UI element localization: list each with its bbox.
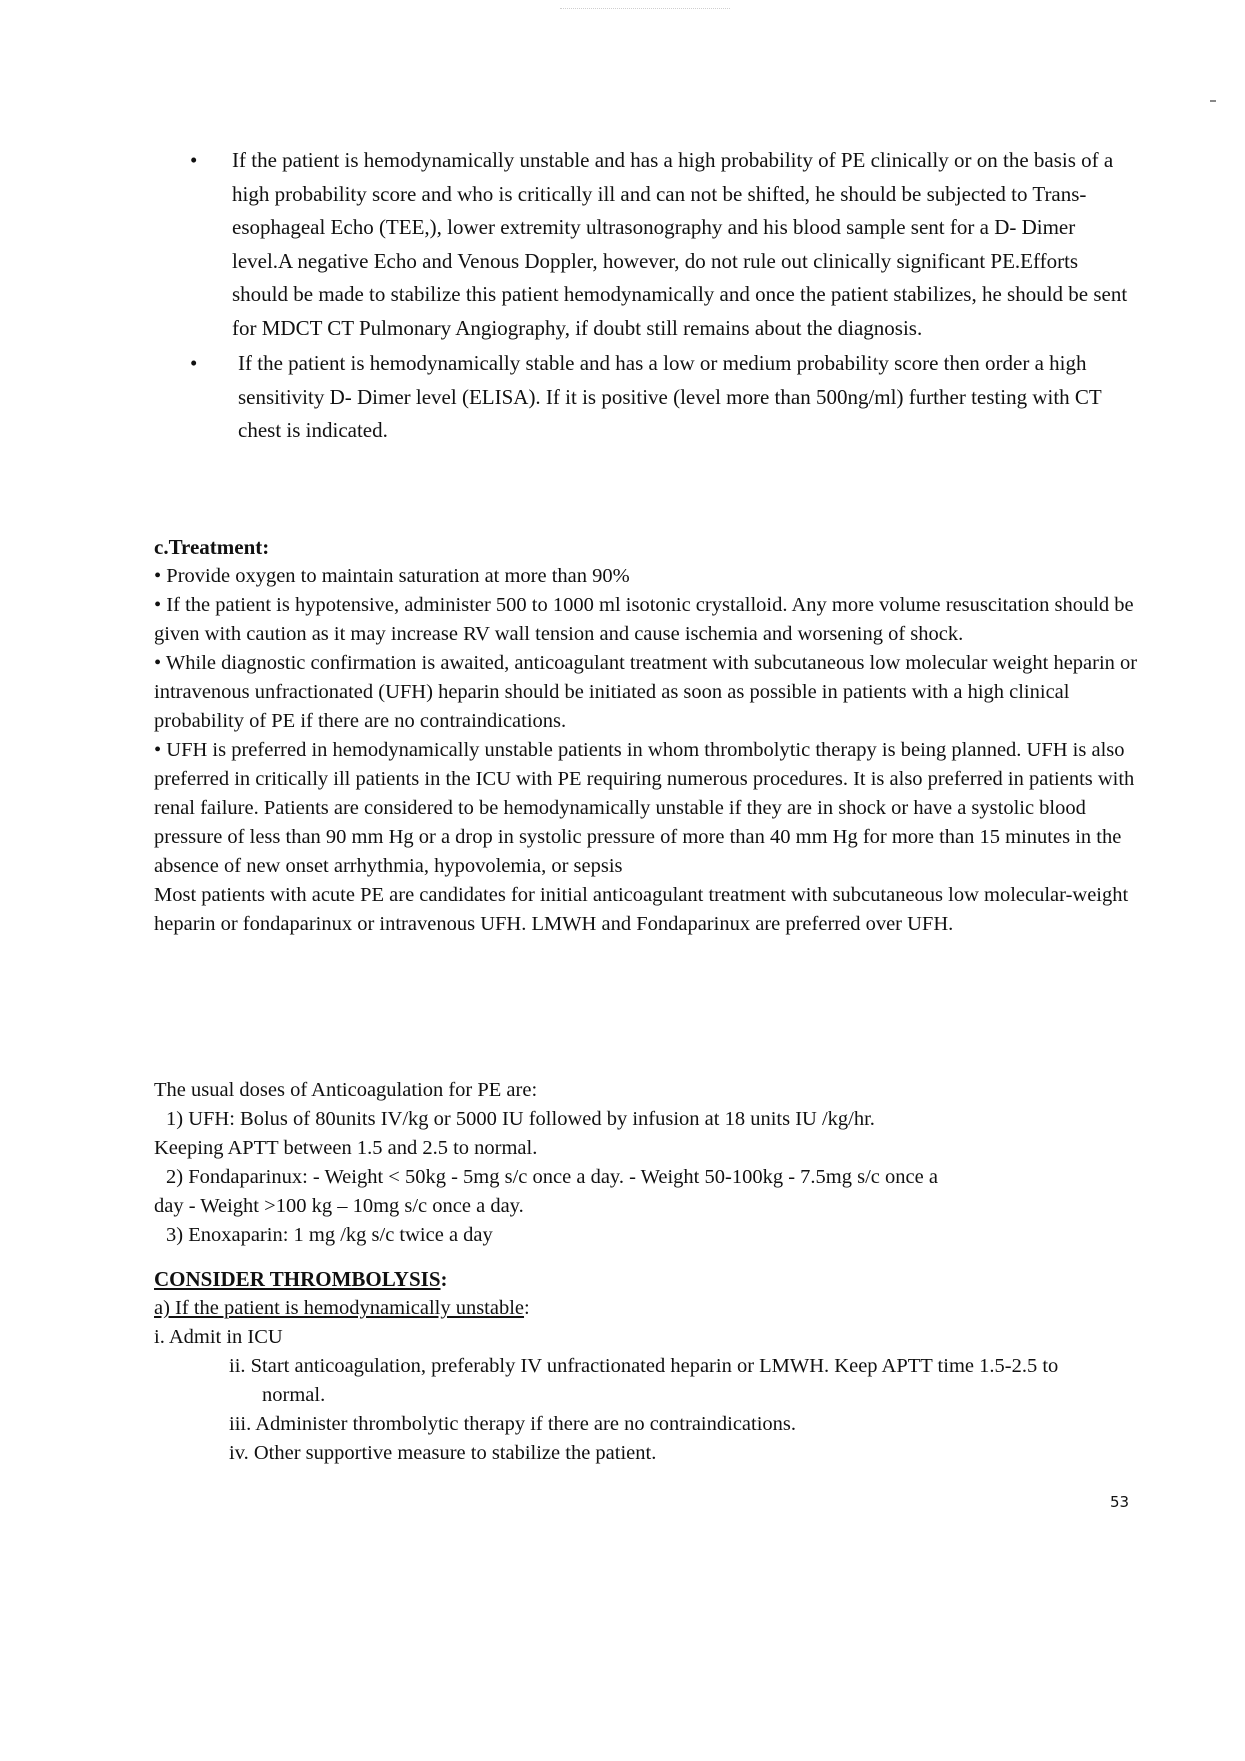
- treatment-item: • UFH is preferred in hemodynamically unstable patients in whom thrombolytic therapy is being planned. UFH is also preferred in critically ill patients in the ICU with PE requiring numerous procedures. It is also preferred in patients with renal failure. Patients are considered to be hemodynamically unstable if they are in shock or have a systolic blood pressure of less than 90 mm Hg or a drop in systolic pressure of more than 40 mm Hg for more than 15 minutes in the absence of new onset arrhythmia, hypovolemia, or sepsis: [154, 739, 1135, 877]
- dosage-section: [154, 1076, 1139, 1250]
- list-item: [190, 144, 1130, 345]
- scan-artifact: [560, 8, 730, 15]
- treatment-item: • Provide oxygen to maintain saturation at more than 90%: [154, 565, 630, 587]
- bullet-text: If the patient is hemodynamically stable and has a low or medium probability score then order a high sensitivity D- Dimer level (ELISA). If it is positive (level more than 500ng/ml) further testing with CT chest is indicated.: [238, 351, 1102, 442]
- dosage-intro: The usual doses of Anticoagulation for PE are:: [154, 1079, 538, 1101]
- subheading-colon: :: [524, 1297, 530, 1319]
- subheading: [154, 1294, 1139, 1323]
- bullet-icon: •: [190, 351, 198, 375]
- dosage-line: 1) UFH: Bolus of 80units IV/kg or 5000 IU followed by infusion at 18 units IU /kg/hr.: [166, 1108, 875, 1130]
- scan-artifact: [1210, 100, 1216, 102]
- section-heading: [154, 1264, 1139, 1294]
- step-item: iv. Other supportive measure to stabilize the patient.: [229, 1442, 657, 1464]
- thrombolysis-section: [154, 1264, 1139, 1468]
- treatment-closing: Most patients with acute PE are candidates for initial anticoagulant treatment with subcutaneous low molecular-weight heparin or fondaparinux or intravenous UFH. LMWH and Fondaparinux are preferred over UFH.: [154, 884, 1129, 935]
- heading-colon: :: [440, 1267, 448, 1291]
- dosage-line: day - Weight >100 kg – 10mg s/c once a day.: [154, 1195, 524, 1217]
- heading-text: CONSIDER THROMBOLYSIS: [154, 1267, 441, 1291]
- list-item: [190, 347, 1130, 448]
- treatment-section: [154, 532, 1139, 939]
- dosage-line: 3) Enoxaparin: 1 mg /kg s/c twice a day: [166, 1224, 493, 1246]
- treatment-item: • While diagnostic confirmation is awaited, anticoagulant treatment with subcutaneous low molecular weight heparin or intravenous unfractionated (UFH) heparin should be initiated as soon as possible in patients with a high clinical probability of PE if there are no contraindications.: [154, 652, 1138, 732]
- bullet-icon: •: [190, 148, 198, 172]
- section-heading: c.Treatment:: [154, 535, 270, 559]
- bullet-text: If the patient is hemodynamically unstable and has a high probability of PE clinically or on the basis of a high probability score and who is critically ill and can not be shifted, he should be subjected to Trans-esophageal Echo (TEE,), lower extremity ultrasonography and his blood sample sent for a D- Dimer level.A negative Echo and Venous Doppler, however, do not rule out clinically significant PE.Efforts should be made to stabilize this patient hemodynamically and once the patient stabilizes, he should be sent for MDCT CT Pulmonary Angiography, if doubt still remains about the diagnosis.: [232, 148, 1128, 340]
- dosage-line: 2) Fondaparinux: - Weight < 50kg - 5mg s/c once a day. - Weight 50-100kg - 7.5mg s/c once a: [166, 1166, 938, 1188]
- step-list: [229, 1352, 1109, 1468]
- step-item: ii. Start anticoagulation, preferably IV unfractionated heparin or LMWH. Keep APTT time 1.5-2.5 to normal.: [229, 1355, 1059, 1406]
- diagnosis-bullet-list: [190, 144, 1130, 450]
- dosage-line: Keeping APTT between 1.5 and 2.5 to normal.: [154, 1137, 538, 1159]
- step-item: i. Admit in ICU: [154, 1326, 283, 1348]
- subheading-text: a) If the patient is hemodynamically unstable: [154, 1297, 525, 1319]
- treatment-item: • If the patient is hypotensive, administer 500 to 1000 ml isotonic crystalloid. Any more volume resuscitation should be given with caution as it may increase RV wall tension and cause ischemia and worsening of shock.: [154, 594, 1134, 645]
- step-item: iii. Administer thrombolytic therapy if there are no contraindications.: [229, 1413, 797, 1435]
- page-number: 53: [1110, 1493, 1130, 1511]
